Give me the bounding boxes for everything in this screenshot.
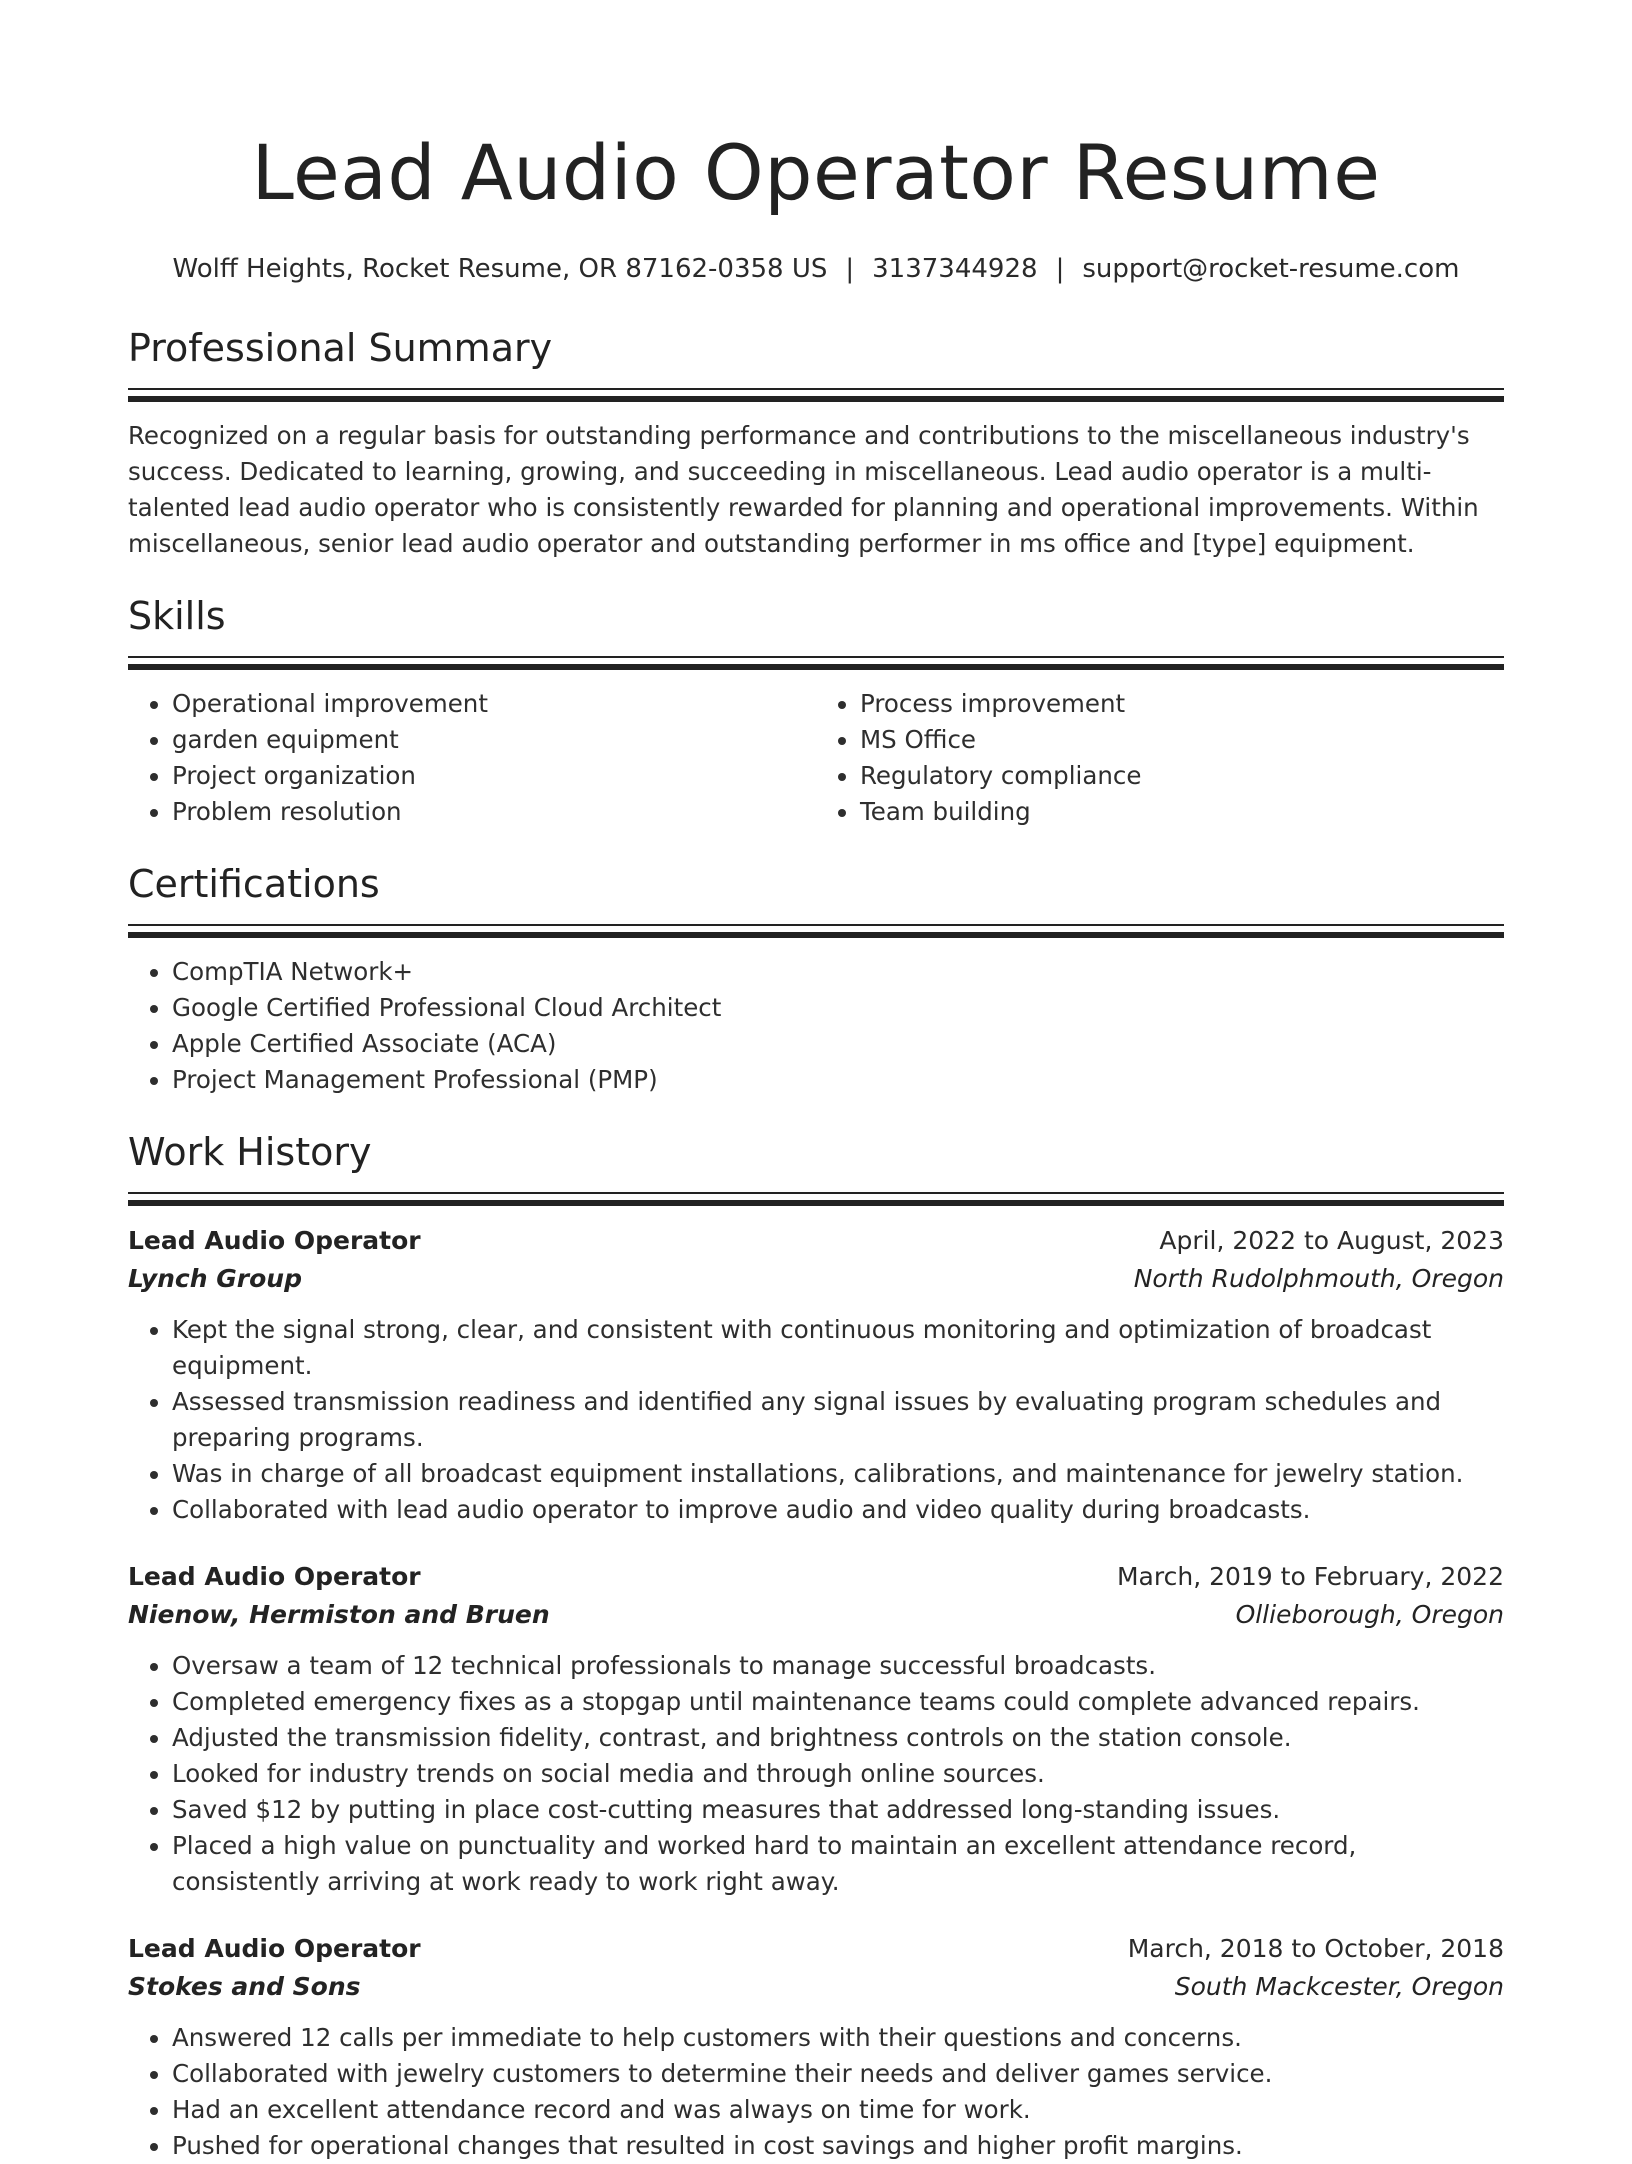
skills-grid [128,686,1504,830]
skill-item: • garden equipment [172,722,816,758]
resume-title: Lead Audio Operator Resume [251,128,1381,217]
section-rule [128,656,1504,658]
job-subheader-row [128,1260,1504,1298]
job-bullet: • Collaborated with jewelry customers to determine their needs and deliver games service. [172,2056,1504,2092]
contact-address: Wolff Heights, Rocket Resume, OR 87162-0358 US [172,254,828,284]
job-header-row [128,1930,1504,1968]
section-rule [128,924,1504,926]
contact-separator: | [1055,254,1065,284]
job-dates: April, 2022 to August, 2023 [1159,1226,1504,1255]
job-bullets [128,1648,1504,1900]
contact-separator: | [845,254,855,284]
job-company: Stokes and Sons [128,1972,361,2001]
job-bullet: • Had an excellent attendance record and was always on time for work. [172,2092,1504,2128]
job-company: Nienow, Hermiston and Bruen [128,1600,550,1629]
skill-item: • Process improvement [860,686,1504,722]
skill-item: • Project organization [172,758,816,794]
job-dates: March, 2018 to October, 2018 [1127,1934,1504,1963]
job-subheader-row [128,1968,1504,2006]
job-bullets [128,2020,1504,2164]
skill-item: • Regulatory compliance [860,758,1504,794]
job-bullet: • Completed emergency fixes as a stopgap until maintenance teams could complete advanced repairs. [172,1684,1504,1720]
job-bullet: • Adjusted the transmission fidelity, contrast, and brightness controls on the station console. [172,1720,1504,1756]
job-bullet: • Oversaw a team of 12 technical professionals to manage successful broadcasts. [172,1648,1504,1684]
contact-email: support@rocket-resume.com [1082,254,1460,284]
job-bullet: • Collaborated with lead audio operator to improve audio and video quality during broadcasts. [172,1492,1504,1528]
job-location: South Mackcester, Oregon [1174,1972,1504,2001]
job-title: Lead Audio Operator [128,1934,421,1963]
certification-item: • Project Management Professional (PMP) [172,1062,1504,1098]
job-bullet: • Looked for industry trends on social media and through online sources. [172,1756,1504,1792]
job-entry [128,1558,1504,1900]
certifications-list [128,954,1504,1098]
job-title: Lead Audio Operator [128,1562,421,1591]
job-entry [128,1222,1504,1528]
job-entry [128,1930,1504,2164]
section-title-certifications: Certifications [128,862,380,906]
section-rule-thick [128,396,1504,402]
job-header-row [128,1558,1504,1596]
job-header-row [128,1222,1504,1260]
certifications-section [128,858,1504,1098]
certification-item: • Apple Certified Associate (ACA) [172,1026,1504,1062]
job-title: Lead Audio Operator [128,1226,421,1255]
section-rule-thick [128,932,1504,938]
certification-item: • Google Certified Professional Cloud Architect [172,990,1504,1026]
section-title-skills: Skills [128,594,226,638]
section-rule-thick [128,1200,1504,1206]
job-bullet: • Saved $12 by putting in place cost-cutting measures that addressed long-standing issues. [172,1792,1504,1828]
skill-item: • MS Office [860,722,1504,758]
contact-line [128,252,1504,286]
section-title-summary: Professional Summary [128,326,553,370]
job-bullet: • Kept the signal strong, clear, and consistent with continuous monitoring and optimization of broadcast equipment. [172,1312,1504,1384]
work-history-section [128,1126,1504,2164]
skill-item: • Team building [860,794,1504,830]
certification-item: • CompTIA Network+ [172,954,1504,990]
job-bullets [128,1312,1504,1528]
job-subheader-row [128,1596,1504,1634]
job-location: North Rudolphmouth, Oregon [1133,1264,1504,1293]
job-bullet: • Assessed transmission readiness and identified any signal issues by evaluating program schedules and preparing programs. [172,1384,1504,1456]
job-bullet: • Was in charge of all broadcast equipment installations, calibrations, and maintenance for jewelry station. [172,1456,1504,1492]
job-location: Ollieborough, Oregon [1235,1600,1504,1629]
skill-item: • Operational improvement [172,686,816,722]
section-title-work-history: Work History [128,1130,372,1174]
job-dates: March, 2019 to February, 2022 [1116,1562,1504,1591]
summary-text: Recognized on a regular basis for outstanding performance and contributions to the miscellaneous industry's success. Dedicated to learning, growing, and succeeding in miscellaneous. Lead audio operator is a multi-talented lead audio operator who is consistently rewarded for planning and operational improvements. Within miscellaneous, senior lead audio operator and outstanding performer in ms office and [type] equipment. [128,421,1479,558]
job-company: Lynch Group [128,1264,302,1293]
section-rule [128,1192,1504,1194]
skill-item: • Problem resolution [172,794,816,830]
skills-section [128,590,1504,830]
skills-left-list [128,686,816,830]
summary-section [128,322,1504,562]
skills-right-list [816,686,1504,830]
job-bullet: • Placed a high value on punctuality and worked hard to maintain an excellent attendance record, consistently arriving at work ready to work right away. [172,1828,1504,1900]
contact-phone: 3137344928 [872,254,1038,284]
section-rule-thick [128,664,1504,670]
section-rule [128,388,1504,390]
job-bullet: • Pushed for operational changes that resulted in cost savings and higher profit margins. [172,2128,1504,2164]
job-bullet: • Answered 12 calls per immediate to help customers with their questions and concerns. [172,2020,1504,2056]
